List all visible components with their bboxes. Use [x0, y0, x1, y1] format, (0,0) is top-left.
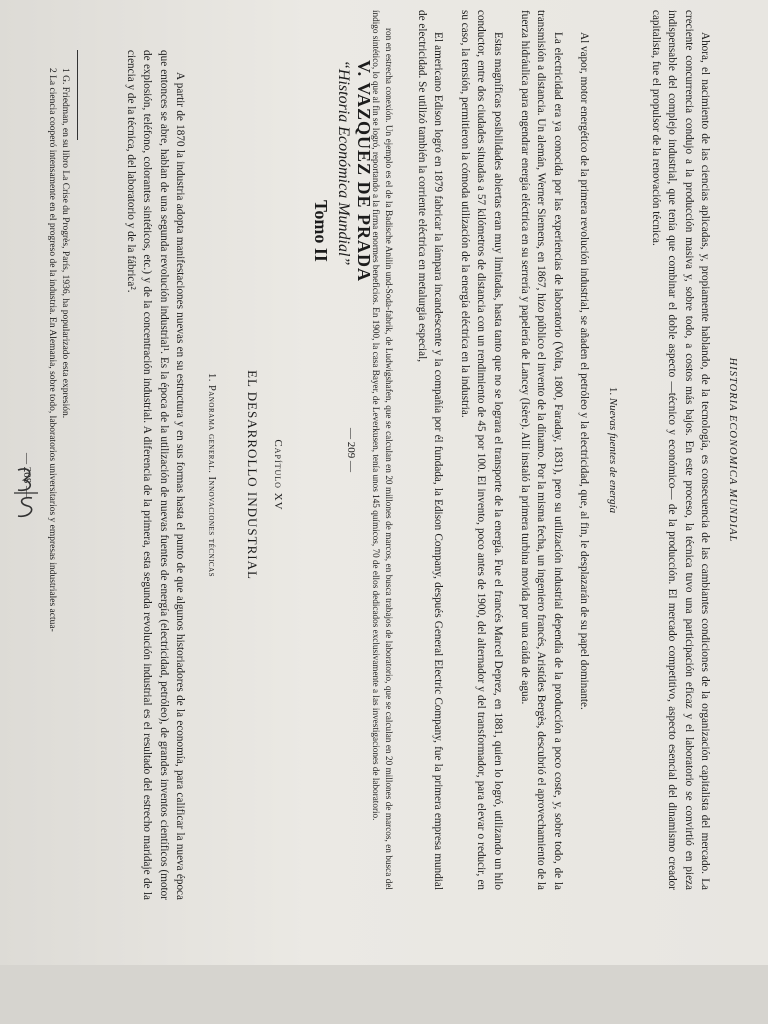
body-paragraph: Ahora, el nacimiento de las ciencias aplicadas, y, propiamente hablando, de la tecnología, es consecuencia de las cambiantes condiciones de la organización capitalista del mercado. La creciente concurrencia condujo a la producción masiva y, sobre todo, a costos más bajos. En este proceso, la técnica tuvo una participación eficaz y el laboratorio se convirtió en pieza indispensable del complejo industrial, que tenía que combinar el doble aspecto —técnico y económico— de la producción. El mercado competitivo, aspecto esencial del dinamismo creador capitalista, fue el propulsor de la renovación técnica. [649, 10, 712, 890]
page-number: — 208 — [21, 453, 34, 497]
body-paragraph: Al vapor, motor energético de la primera revolución industrial, se añaden el petróleo y la electricidad, que, al fin, le desplazarán de su papel dominante. [578, 32, 591, 710]
handwritten-annotation [12, 462, 42, 522]
footnote-continuation: ron en estrecha conexión. Un ejemplo es el de la Badische Anilin und-Soda-fabrik, de Ludwigshafen, que se calculan en 20 millones de marcos, en busca trabajos de laboratorio, que se calculan en 20 millones de marcos, en busca del índigo sintético, lo que al fin se logró, reportando a la firma enormes beneficios. En 1900, la casa Bayer, de Leverkusen, tenía unos 145 químicos, 70 de ellos dedicados exclusivamente a las investigaciones de laboratorio. [371, 10, 395, 890]
footnotes [45, 50, 78, 900]
chapter-title: EL DESARROLLO INDUSTRIAL [244, 370, 260, 580]
body-paragraph: Estas magníficas posibilidades abiertas eran muy limitadas, hasta tanto que no se lograra el transporte de la energía. Fue el francés Marcel Deprez, en 1881, quien lo logró, utilizando un hilo conductor, entre dos ciudades situadas a 57 kilómetros de distancia con un rendimiento de 45 por 100. El invento, poco antes de 1900, del alternador y del transformador, para elevar o reducir, en su caso, la tensión, permitieron la cómoda utilización de la energía eléctrica en la industria. [458, 10, 505, 890]
page-208 [21, 50, 390, 900]
section-number: 1. [607, 386, 620, 396]
chapter-label: Capítulo XV [272, 439, 285, 511]
running-head: HISTORIA ECONOMICA MUNDIAL [727, 357, 738, 543]
body-paragraph: La electricidad era ya conocida por las experiencias de laboratorio (Volta, 1800, Faraday, 1831), pero su utilización industrial dependía de la producción a poco coste, y, sobre todo, de la transmisión a distancia. Un alemán, Werner Siemens, en 1867, hizo público el invento de la dínamo. Por la misma fecha, un ingeniero francés, Aristídes Bergès, descubrió el aprovechamiento de la fuerza hidráulica para engendrar energía eléctrica en su serrería y papelería de Lancey (Isère). Allí instaló la primera turbina movida por una caída de agua. [518, 10, 564, 890]
footnote-2: 2 La ciencia cooperó intensamente en el progreso de la industria. En Alemania, sobre todo, laboratorios universitarios y empresas industriales actua- [47, 68, 58, 632]
body-paragraph: A partir de 1870 la industria adopta manifestaciones nuevas en su estructura y en sus formas hasta el punto de que algunos historiadores de la economía, para calificar la nueva época que entonces se abre, hablan de una segunda revolución industrial¹. Es la época de la utilización de nuevas fuentes de energía (electricidad, petróleo), de grandes inventos científicos (motor de explosión, teléfono, colorantes sintéticos, etc.) y de la concentración industrial. A diferencia de la primera, esta segunda revolución industrial es el resultado del estrecho maridaje de la ciencia y de la técnica, del laboratorio y de la fábrica². [124, 50, 187, 900]
section-heading-text: Nuevas fuentes de energía [607, 397, 620, 514]
scanner-bed-edge [0, 965, 768, 1024]
author-name: V. VAZQUEZ DE PRADA [354, 60, 374, 283]
page-number: — 209 — [345, 428, 358, 472]
section-heading [604, 10, 621, 890]
footnote-rule [77, 50, 78, 140]
volume-label: Tomo II [310, 200, 331, 262]
section-title: 1. Panorama general. Innovaciones técnicas [206, 372, 218, 578]
body-paragraph: El americano Edison logró en 1879 fabricar la lámpara incandescente y la compañía por él fundada, la Edison Company, después General Electric Company, fue la primera empresa mundial de electricidad. Se utilizó también la corriente eléctrica en metalurgia especial, [415, 10, 445, 890]
footnote-1: 1 G. Friedman, en su libro La Crise du Progrès, París, 1936, ha popularizado esta expresión. [60, 68, 71, 419]
book-title: “Historia Económica Mundial” [335, 60, 353, 266]
